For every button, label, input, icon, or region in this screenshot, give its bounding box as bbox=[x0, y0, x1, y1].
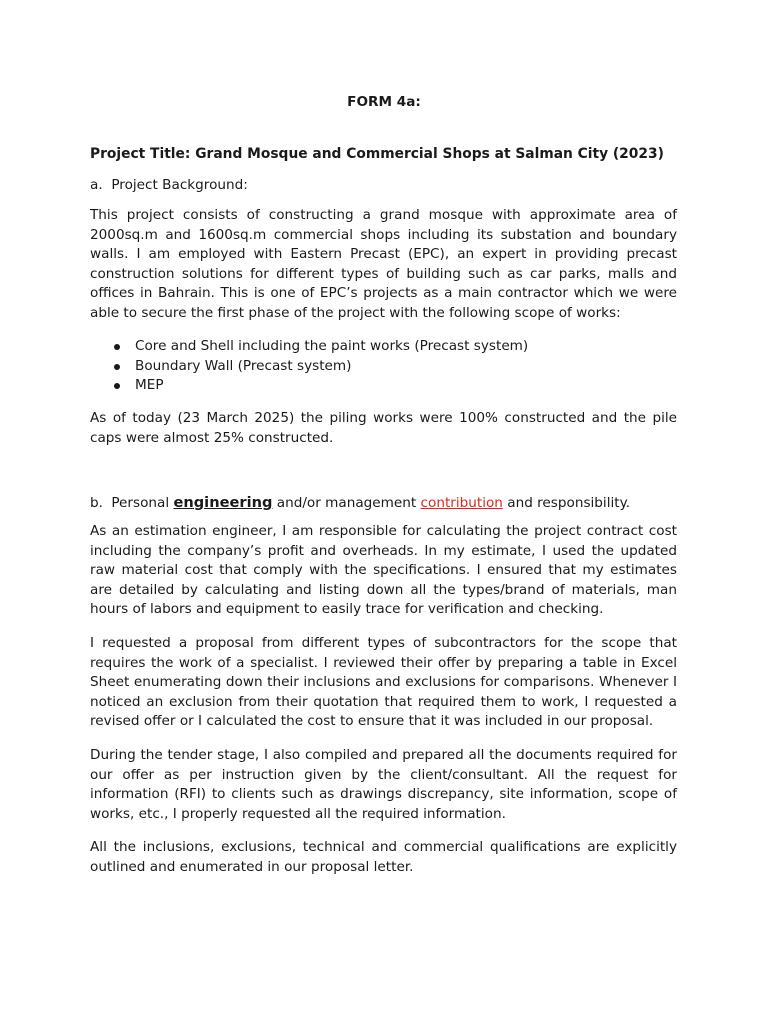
section-b-heading-bold: engineering bbox=[173, 494, 273, 511]
bullet-icon bbox=[114, 383, 120, 389]
section-a-marker: a. bbox=[90, 177, 103, 193]
section-b-heading-red-link[interactable]: contribution bbox=[420, 495, 503, 511]
section-a-heading bbox=[90, 176, 690, 196]
list-item: Core and Shell including the paint works (Precast system) bbox=[90, 337, 650, 357]
section-b-paragraph-3: During the tender stage, I also compiled and prepared all the documents required for our offer as per instruction given by the client/consultant. All the request for information (RFI) to clients such as drawings discrepancy, site information, scope of works, etc., I properly requested all the required information. bbox=[90, 747, 677, 822]
form-title: FORM 4a: bbox=[347, 94, 421, 110]
project-title: Project Title: Grand Mosque and Commercial Shops at Salman City (2023) bbox=[90, 146, 664, 162]
section-b-heading bbox=[90, 493, 690, 514]
section-b-paragraph-4: All the inclusions, exclusions, technical and commercial qualifications are explicitly outlined and enumerated in our proposal letter. bbox=[90, 839, 677, 875]
section-b-heading-part-3: and responsibility. bbox=[507, 495, 631, 511]
scope-of-works-list bbox=[90, 337, 650, 396]
section-b-paragraph-1: As an estimation engineer, I am responsible for calculating the project contract cost including the company’s profit and overheads. In my estimate, I used the updated raw material cost that comply with the specifications. I ensured that my estimates are detailed by calculating and listing down all the types/brand of materials, man hours of labors and equipment to easily trace for verification and checking. bbox=[90, 523, 677, 618]
section-a-heading-text: Project Background: bbox=[111, 177, 248, 193]
section-b-heading-part-1: Personal bbox=[111, 495, 170, 511]
bullet-icon bbox=[114, 344, 120, 350]
section-a-paragraph-1: This project consists of constructing a grand mosque with approximate area of 2000sq.m and 1600sq.m commercial shops including its substation and boundary walls. I am employed with Eastern Precast (EPC), an expert in providing precast construction solutions for different types of building such as car parks, malls and offices in Bahrain. This is one of EPC’s projects as a main contractor which we were able to secure the first phase of the project with the following scope of works: bbox=[90, 207, 677, 321]
bullet-icon bbox=[114, 364, 120, 370]
section-b-marker: b. bbox=[90, 495, 103, 511]
section-b-heading-part-2: and/or management bbox=[276, 495, 417, 511]
section-a-paragraph-2: As of today (23 March 2025) the piling works were 100% constructed and the pile caps were almost 25% constructed. bbox=[90, 410, 677, 446]
list-item: Boundary Wall (Precast system) bbox=[90, 357, 650, 377]
section-b-paragraph-2: I requested a proposal from different types of subcontractors for the scope that requires the work of a specialist. I reviewed their offer by preparing a table in Excel Sheet enumerating down their inclusions and exclusions for comparisons. Whenever I noticed an exclusion from their quotation that required them to work, I requested a revised offer or I calculated the cost to ensure that it was included in our proposal. bbox=[90, 635, 677, 730]
list-item: MEP bbox=[90, 376, 650, 396]
